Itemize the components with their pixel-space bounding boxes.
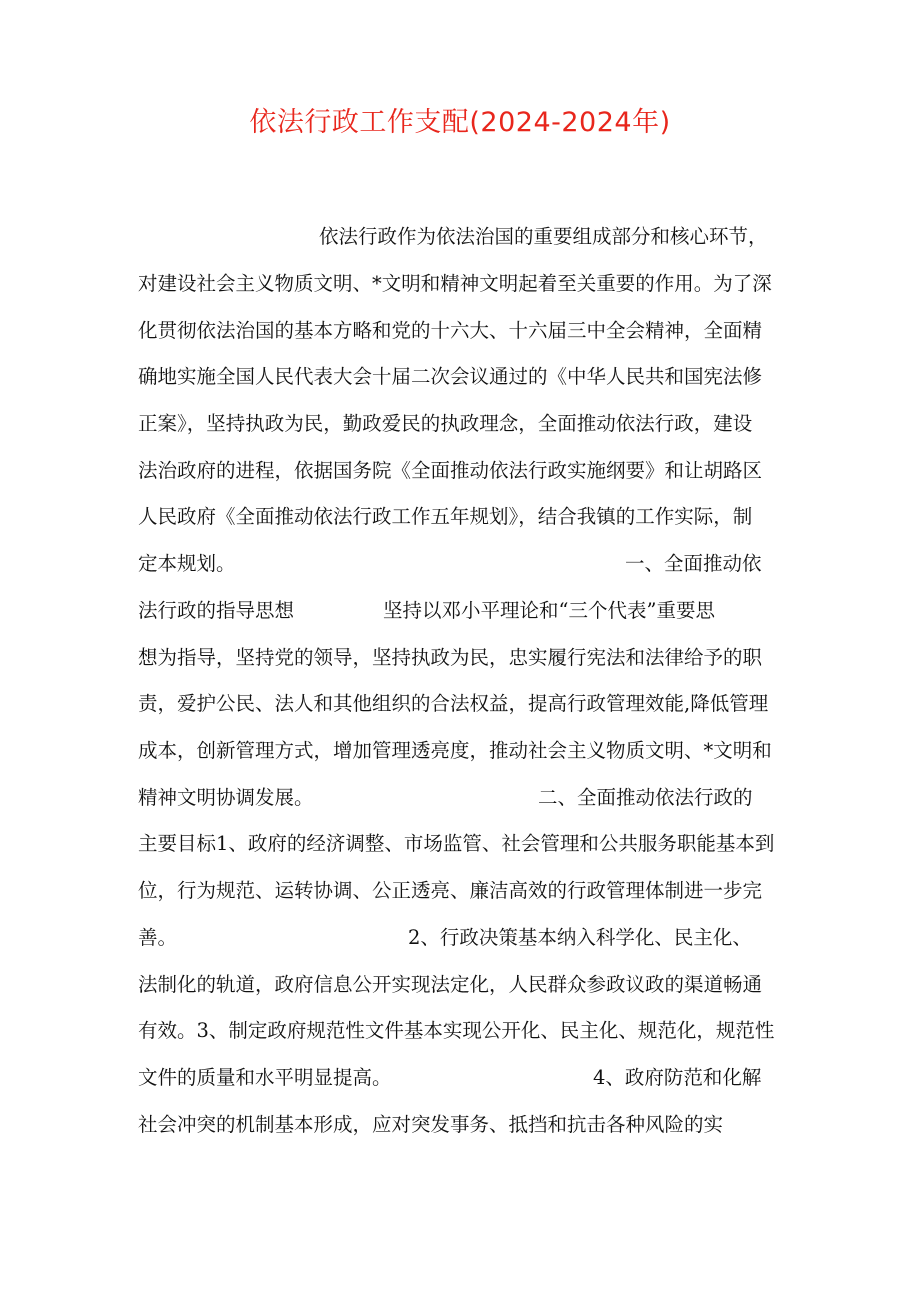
text-line: 责，爱护公民、法人和其他组织的合法权益，提高行政管理效能,降低管理 (138, 692, 769, 715)
text-line: 定本规划。 (138, 552, 236, 575)
text-line: 依法行政作为依法治国的重要组成部分和核心环节， (319, 225, 768, 248)
text-line: 4、政府防范和化解 (593, 1066, 762, 1089)
text-line: 法治政府的进程，依据国务院《全面推动依法行政实施纲要》和让胡路区 (138, 459, 763, 482)
text-line: 正案》，坚持执政为民，勤政爱民的执政理念，全面推动依法行政，建设 (138, 412, 753, 435)
text-line: 2、行政决策基本纳入科学化、民主化、 (408, 926, 752, 949)
text-line: 想为指导，坚持党的领导，坚持执政为民，忠实履行宪法和法律给予的职 (138, 646, 763, 669)
document-title: 依法行政工作支配(2024-2024年) (249, 107, 671, 138)
text-line: 对建设社会主义物质文明、*文明和精神文明起着至关重要的作用。为了深 (138, 272, 772, 295)
text-line: 有效。3、制定政府规范性文件基本实现公开化、民主化、规范化，规范性 (138, 1019, 775, 1042)
text-line: 人民政府《全面推动依法行政工作五年规划》，结合我镇的工作实际，制 (138, 505, 753, 528)
text-line: 成本，创新管理方式，增加管理透亮度，推动社会主义物质文明、*文明和 (138, 739, 772, 762)
text-line: 化贯彻依法治国的基本方略和党的十六大、十六届三中全会精神，全面精 (138, 319, 763, 342)
text-line: 精神文明协调发展。 (138, 786, 314, 809)
text-line: 主要目标1、政府的经济调整、市场监管、社会管理和公共服务职能基本到 (138, 832, 775, 855)
section-heading-1-cont: 法行政的指导思想 (138, 599, 295, 622)
text-line: 社会冲突的机制基本形成，应对突发事务、抵挡和抗击各种风险的实 (138, 1113, 724, 1136)
text-line: 善。 (138, 926, 178, 949)
text-line: 坚持以邓小平理论和“三个代表”重要思 (383, 599, 715, 622)
text-line: 位，行为规范、运转协调、公正透亮、廉洁高效的行政管理体制进一步完 (138, 879, 763, 902)
section-heading-2: 二、全面推动依法行政的 (538, 786, 753, 809)
text-line: 确地实施全国人民代表大会十届二次会议通过的《中华人民共和国宪法修 (138, 365, 763, 388)
section-heading-1: 一、全面推动依 (625, 552, 762, 575)
text-line: 文件的质量和水平明显提高。 (138, 1066, 392, 1089)
text-line: 法制化的轨道，政府信息公开实现法定化，人民群众参政议政的渠道畅通 (138, 973, 763, 996)
